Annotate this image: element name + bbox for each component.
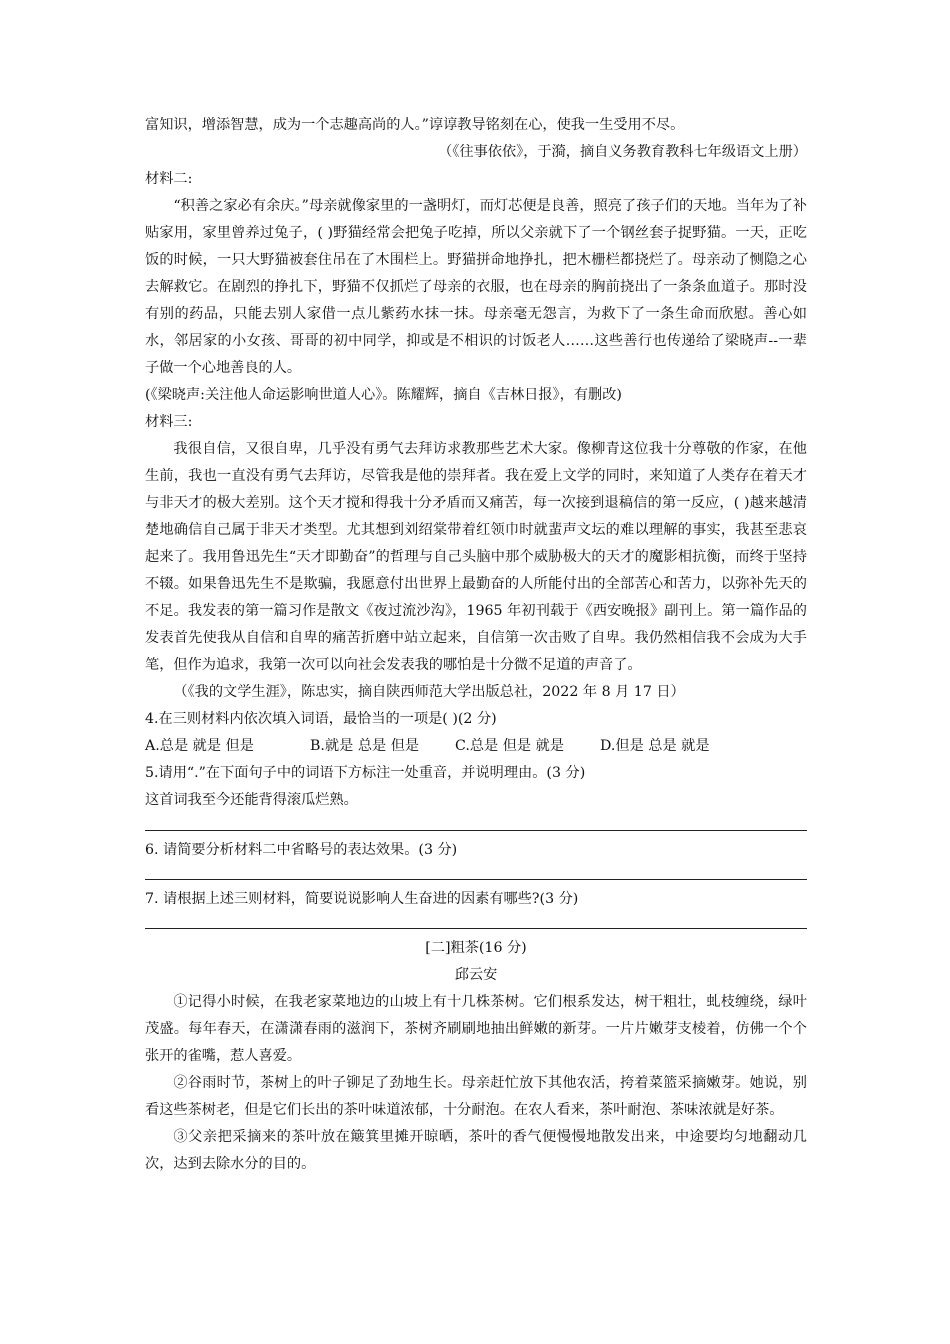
section2-title: [二]粗茶(16 分) — [425, 940, 527, 956]
option-b: B.就是 总是 但是 — [310, 738, 420, 754]
option-a: A.总是 就是 但是 — [145, 738, 254, 754]
option-d: D.但是 总是 就是 — [600, 738, 710, 754]
document-page — [145, 112, 807, 1178]
material2-source: (《梁晓声:关注他人命运影响世道人心》。陈耀辉，摘自《吉林日报》，有删改) — [145, 387, 622, 403]
answer-line-5[interactable] — [145, 830, 807, 831]
question-5-sentence: 这首词我至今还能背得滚瓜烂熟。 — [145, 792, 358, 808]
section2-paragraph-1: ①记得小时候，在我老家菜地边的山坡上有十几株茶树。它们根系发达，树干粗壮，虬枝缠绕，绿叶茂盛。每年春天，在潇潇春雨的滋润下，茶树齐刷刷地抽出鲜嫩的新芽。一片片嫩芽支棱着，仿佛一个个张开的雀嘴，惹人喜爱。 — [145, 994, 807, 1064]
answer-line-6[interactable] — [145, 879, 807, 880]
section2-paragraph-3: ③父亲把采摘来的茶叶放在簸箕里摊开晾晒，茶叶的香气便慢慢地散发出来，中途要均匀地翻动几次，达到去除水分的目的。 — [145, 1129, 807, 1172]
question-5: 5.请用“.”在下面句子中的词语下方标注一处重音，并说明理由。(3 分) — [145, 765, 586, 781]
answer-line-7[interactable] — [145, 928, 807, 929]
material1-tail: 富知识，增添智慧，成为一个志趣高尚的人。”谆谆教导铭刻在心，使我一生受用不尽。 — [145, 117, 685, 133]
question-4-options — [145, 733, 807, 760]
material2-label: 材料二: — [145, 171, 193, 187]
section2-paragraph-2: ②谷雨时节，茶树上的叶子铆足了劲地生长。母亲赶忙放下其他农活，挎着菜篮采摘嫩芽。她说，别看这些茶树老，但是它们长出的茶叶味道浓郁，十分耐泡。在农人看来，茶叶耐泡、茶味浓就是好茶。 — [145, 1075, 807, 1118]
material3-label: 材料三: — [145, 414, 193, 430]
option-c: C.总是 但是 就是 — [455, 738, 565, 754]
material1-source: （《往事依依》，于漪，摘自义务教育教科七年级语文上册） — [438, 144, 807, 160]
question-7: 7. 请根据上述三则材料，简要说说影响人生奋进的因素有哪些?(3 分) — [145, 891, 579, 907]
material3-body: 我很自信，又很自卑，几乎没有勇气去拜访求教那些艺术大家。像柳青这位我十分尊敬的作家，在他生前，我也一直没有勇气去拜访，尽管我是他的崇拜者。我在爱上文学的同时，来知道了人类存在着天才与非天才的极大差别。这个天才搅和得我十分矛盾而又痛苦，每一次接到退稿信的第一反应，( )越来越清楚地确信自己属于非天才类型。尤其想到刘绍棠带着红领巾时就蜚声文坛的难以理解的事实，我甚至悲哀起来了。我用鲁迅先生“天才即勤奋”的哲理与自己头脑中那个威胁极大的天才的魔影相抗衡，而终于坚持不辍。如果鲁迅先生不是欺骗，我愿意付出世界上最勤奋的人所能付出的全部苦心和苦力，以弥补先天的不足。我发表的第一篇习作是散文《夜过流沙沟》，1965 年初刊载于《西安晚报》副刊上。第一篇作品的发表首先使我从自信和自卑的痛苦折磨中站立起来，自信第一次击败了自卑。我仍然相信我不会成为大手笔，但作为追求，我第一次可以向社会发表我的哪怕是十分微不足道的声音了。 — [145, 441, 807, 673]
material2-body: “积善之家必有余庆。”母亲就像家里的一盏明灯，而灯芯便是良善，照亮了孩子们的天地。当年为了补贴家用，家里曾养过兔子，( )野猫经常会把兔子吃掉，所以父亲就下了一个钢丝套子捉野猫。一天，正吃饭的时候，一只大野猫被套住吊在了木围栏上。野猫拼命地挣扎，把木栅栏都挠烂了。母亲动了恻隐之心去解救它。在剧烈的挣扎下，野猫不仅抓烂了母亲的衣服，也在母亲的胸前挠出了一条条血道子。那时没有别的药品，只能去别人家借一点儿紫药水抹一抹。母亲毫无怨言，为救下了一条生命而欣慰。善心如水，邻居家的小女孩、哥哥的初中同学，抑或是不相识的讨饭老人……这些善行也传递给了梁晓声--一辈子做一个心地善良的人。 — [145, 198, 807, 376]
section2-author: 邱云安 — [454, 967, 498, 983]
material3-source: （《我的文学生涯》，陈忠实，摘自陕西师范大学出版总社，2022 年 8 月 17 日） — [173, 684, 685, 700]
question-6: 6. 请简要分析材料二中省略号的表达效果。(3 分) — [145, 842, 458, 858]
question-4: 4.在三则材料内依次填入词语，最恰当的一项是( )(2 分) — [145, 711, 497, 727]
